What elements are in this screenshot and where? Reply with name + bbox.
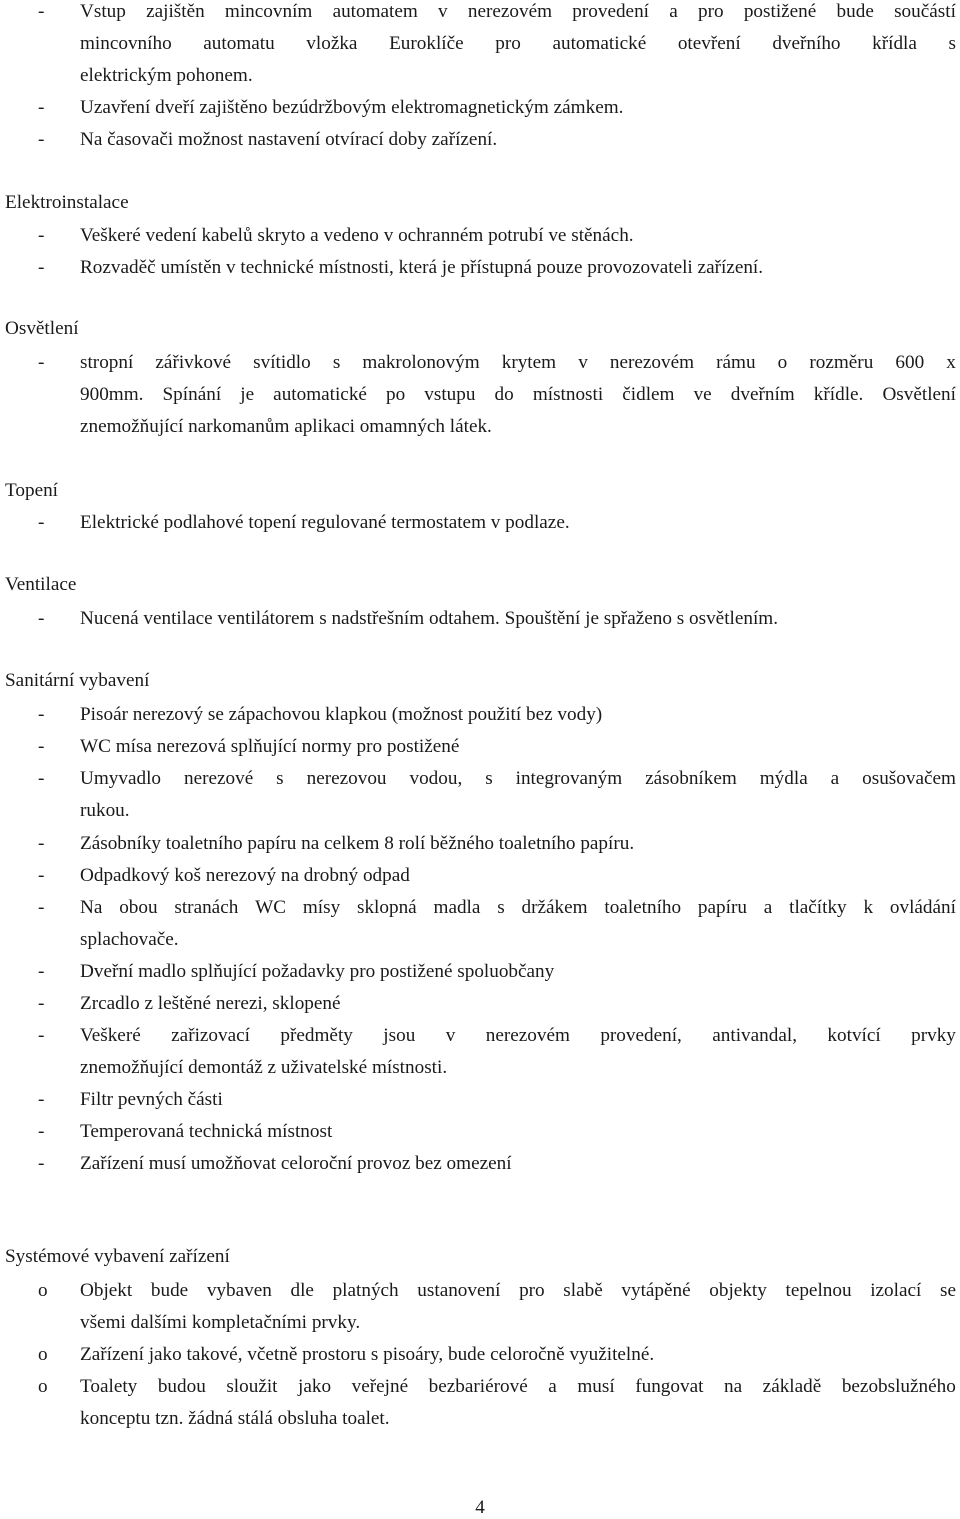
list-item-line: Zařízení musí umožňovat celoroční provoz bez omezení — [80, 1153, 512, 1174]
list-item-line: Uzavření dveří zajištěno bezúdržbovým elektromagnetickým zámkem. — [80, 97, 624, 118]
dash-marker: - — [38, 736, 45, 757]
list-item-line: všemi dalšími kompletačními prvky. — [80, 1312, 361, 1333]
dash-marker: - — [38, 704, 45, 725]
list-item-line: stropní zářivkové svítidlo s makrolonovým krytem v nerezovém rámu o rozměru 600 x — [80, 352, 956, 373]
list-item-line: Rozvaděč umístěn v technické místnosti, která je přístupná pouze provozovateli zařízení. — [80, 257, 764, 278]
dash-marker: - — [38, 961, 45, 982]
list-item-line: Zásobníky toaletního papíru na celkem 8 rolí běžného toaletního papíru. — [80, 833, 635, 854]
dash-marker: - — [38, 768, 45, 789]
dash-marker: - — [38, 1, 45, 22]
dash-marker: - — [38, 608, 45, 629]
bullet-marker: o — [38, 1344, 48, 1365]
dash-marker: - — [38, 1089, 45, 1110]
section-heading: Sanitární vybavení — [5, 670, 150, 691]
dash-marker: - — [38, 1153, 45, 1174]
dash-marker: - — [38, 352, 45, 373]
dash-marker: - — [38, 1121, 45, 1142]
dash-marker: - — [38, 897, 45, 918]
dash-marker: - — [38, 97, 45, 118]
list-item-line: Toalety budou sloužit jako veřejné bezbariérové a musí fungovat na základě bezobslužného — [80, 1376, 956, 1397]
dash-marker: - — [38, 225, 45, 246]
dash-marker: - — [38, 993, 45, 1014]
list-item-line: Pisoár nerezový se zápachovou klapkou (možnost použití bez vody) — [80, 704, 603, 725]
dash-marker: - — [38, 865, 45, 886]
list-item-line: splachovače. — [80, 929, 179, 950]
list-item-line: Filtr pevných části — [80, 1089, 223, 1110]
list-item-line: WC mísa nerezová splňující normy pro postižené — [80, 736, 460, 757]
bullet-marker: o — [38, 1376, 48, 1397]
section-heading: Elektroinstalace — [5, 192, 129, 213]
section-heading: Ventilace — [5, 574, 77, 595]
dash-marker: - — [38, 129, 45, 150]
list-item-line: Nucená ventilace ventilátorem s nadstřešním odtahem. Spouštění je spřaženo s osvětlením. — [80, 608, 779, 629]
list-item-line: konceptu tzn. žádná stálá obsluha toalet. — [80, 1408, 390, 1429]
section-heading: Osvětlení — [5, 318, 79, 339]
list-item-line: Temperovaná technická místnost — [80, 1121, 333, 1142]
list-item-line: Elektrické podlahové topení regulované termostatem v podlaze. — [80, 512, 570, 533]
dash-marker: - — [38, 833, 45, 854]
page-number: 4 — [475, 1497, 485, 1518]
list-item-line: Na časovači možnost nastavení otvírací doby zařízení. — [80, 129, 498, 150]
list-item-line: Zrcadlo z leštěné nerezi, sklopené — [80, 993, 341, 1014]
list-item-line: znemožňující narkomanům aplikaci omamných látek. — [80, 416, 492, 437]
dash-marker: - — [38, 1025, 45, 1046]
list-item-line: Veškeré vedení kabelů skryto a vedeno v ochranném potrubí ve stěnách. — [80, 225, 634, 246]
list-item-line: Odpadkový koš nerezový na drobný odpad — [80, 865, 410, 886]
list-item-line: rukou. — [80, 800, 130, 821]
bullet-marker: o — [38, 1280, 48, 1301]
dash-marker: - — [38, 257, 45, 278]
dash-marker: - — [38, 512, 45, 533]
list-item-line: Zařízení jako takové, včetně prostoru s pisoáry, bude celoročně využitelné. — [80, 1344, 655, 1365]
section-heading: Systémové vybavení zařízení — [5, 1246, 230, 1267]
list-item-line: Dveřní madlo splňující požadavky pro postižené spoluobčany — [80, 961, 555, 982]
list-item-line: Vstup zajištěn mincovním automatem v nerezovém provedení a pro postižené bude součástí — [80, 1, 956, 22]
list-item-line: elektrickým pohonem. — [80, 65, 253, 86]
list-item-line: 900mm. Spínání je automatické po vstupu do místnosti čidlem ve dveřním křídle. Osvětlení — [80, 384, 956, 405]
section-heading: Topení — [5, 480, 59, 501]
list-item-line: Objekt bude vybaven dle platných ustanovení pro slabě vytápěné objekty tepelnou izolací se — [80, 1280, 956, 1301]
list-item-line: mincovního automatu vložka Euroklíče pro automatické otevření dveřního křídla s — [80, 33, 956, 54]
list-item-line: Veškeré zařizovací předměty jsou v nerezovém provedení, antivandal, kotvící prvky — [80, 1025, 956, 1046]
list-item-line: Na obou stranách WC mísy sklopná madla s držákem toaletního papíru a tlačítky k ovládání — [80, 897, 956, 918]
list-item-line: znemožňující demontáž z uživatelské místnosti. — [80, 1057, 448, 1078]
list-item-line: Umyvadlo nerezové s nerezovou vodou, s integrovaným zásobníkem mýdla a osušovačem — [80, 768, 956, 789]
